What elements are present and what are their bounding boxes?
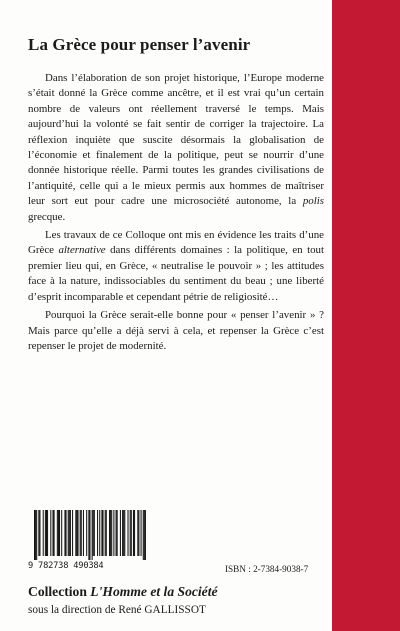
- italic-term: polis: [302, 195, 324, 208]
- paragraph-text: Dans l’élaboration de son projet historique, l’Europe moderne s’était donné la Grèce comme ancêtre, et il est vrai qu’un certain nombre de valeurs ont réellement traversé le temps. Mais aujourd’hui la volonté se fait sentir de corriger la trajectoire. La réflexion inquiète que suscite désormais la globalisation de l’économie et finalement de la politique, peut se nourrir d’une donnée historique réelle. Parmi toutes les grandes civilisations de l’antiquité, celle qui a le mieux permis aux hommes de maîtriser leur sort eut pour cadre une microsociété autonome, la: [28, 72, 324, 208]
- series-editor-line: sous la direction de René GALLISSOT: [28, 604, 206, 616]
- paragraph-text: grecque.: [28, 210, 66, 223]
- book-title: La Grèce pour penser l’avenir: [28, 35, 251, 54]
- collection-series-title: L'Homme et la Société: [90, 584, 218, 599]
- blurb-text: [28, 71, 324, 357]
- blurb-paragraph: [28, 71, 324, 225]
- paragraph-text: dans différents domaines : la politique, en tout premier lieu qui, en Grèce, « neutralise le pouvoir » ; les attitudes face à la nature, indissociables du sentiment du beau ; une liberté d’esprit incomparable et cependant pétrie de religiosité…: [28, 244, 325, 303]
- collection-name: [28, 584, 218, 600]
- paragraph-text: Les travaux de ce Colloque ont mis en évidence les traits d’une Grèce: [28, 229, 324, 257]
- collection-prefix: Collection: [28, 584, 91, 599]
- isbn-number: ISBN : 2-7384-9038-7: [225, 564, 309, 574]
- blurb-paragraph: [28, 308, 324, 354]
- red-spine-band: [332, 0, 400, 631]
- paragraph-text: Pourquoi la Grèce serait-elle bonne pour « penser l’avenir » ? Mais parce qu’elle a déjà servi à cela, et repenser la Grèce c’est repenser le projet de modernité.: [28, 309, 324, 352]
- blurb-paragraph: [28, 228, 324, 305]
- barcode-block: [28, 510, 154, 574]
- barcode-digits: 9 782738 490384: [28, 561, 104, 571]
- barcode-icon: [34, 510, 146, 560]
- italic-term: alternative: [58, 244, 106, 257]
